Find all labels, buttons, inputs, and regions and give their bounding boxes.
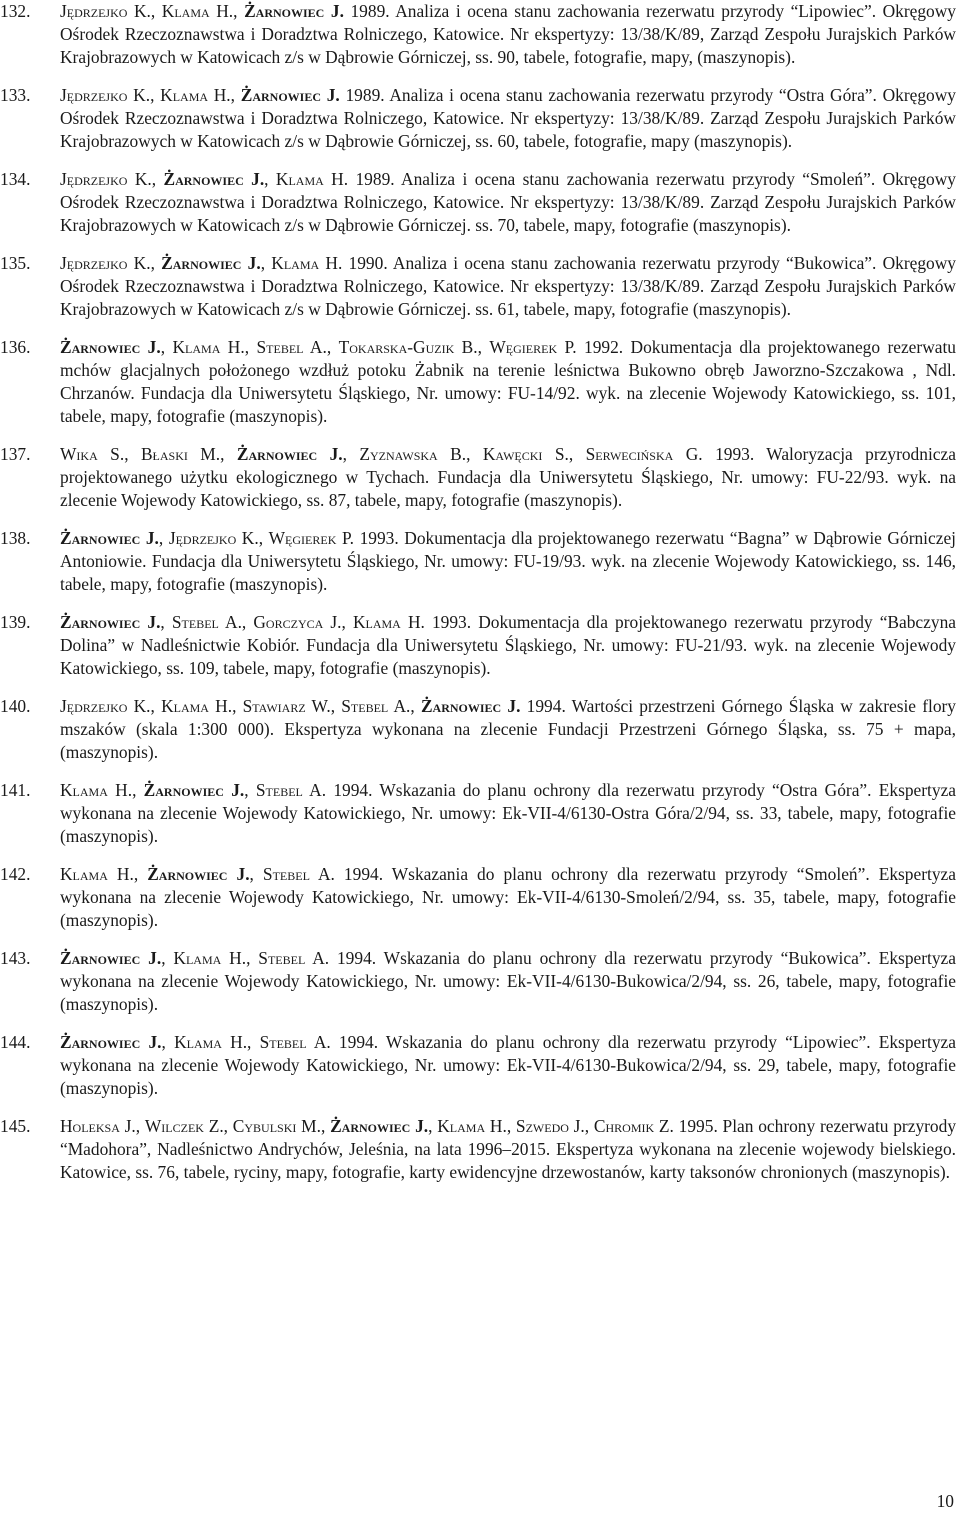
entry-author: Zyznawska B. (359, 444, 467, 464)
entry-author: Stebel A. (256, 337, 327, 357)
bibliography-entry: 144. Żarnowiec J., Klama H., Stebel A. 1994. Wskazania do planu ochrony dla rezerwatu przyrody “Lipowiec”. Ekspertyza wykonana na zlecenie Wojewody Katowickiego, Nr. umowy: Ek-VII-4/6130-Bukowica/2/94, ss. 29, tabele, mapy, fotografie (maszynopis). (0, 1032, 956, 1098)
entry-number: 145. (0, 1116, 31, 1136)
entry-author: Klama H. (60, 864, 134, 884)
entry-author: Klama H. (161, 1, 234, 21)
entry-number: 142. (0, 864, 31, 884)
bibliography-entry: 138. Żarnowiec J., Jędrzejko K., Węgierek P. 1993. Dokumentacja dla projektowanego rezerwatu “Bagna” w Dąbrowie Górniczej Antoniowie. Fundacja dla Uniwersytetu Śląskiego, Nr. umowy: FU-19/93. wyk. na zlecenie Wojewody Katowickiego, ss. 146, tabele, mapy, fotografie (maszynopis). (0, 528, 956, 594)
entry-author: Stebel A. (255, 780, 327, 800)
entry-number: 139. (0, 612, 31, 632)
entry-number: 135. (0, 253, 31, 273)
entry-author: Błaski M. (140, 444, 221, 464)
entry-author: Jędrzejko K. (60, 85, 151, 105)
entry-author: Stebel A. (259, 1032, 331, 1052)
bibliography-entry: 140. Jędrzejko K., Klama H., Stawiarz W., Stebel A., Żarnowiec J. 1994. Wartości przestrzeni Górnego Śląska w zakresie flory mszaków (skala 1:300 000). Ekspertyza wykonana na zlecenie Fundacji Przestrzeni Górnego Śląska, ss. 75 + mapa, (maszynopis). (0, 696, 957, 762)
entry-author: Klama H. (172, 337, 245, 357)
entry-author: Żarnowiec J. (60, 337, 161, 357)
entry-text: 1993. Waloryzacja przyrodnicza projektowanego użytku ekologicznego w Tychach. Fundacja dla Uniwersytetu Śląskiego, Nr. umowy: FU-22/93. wyk. na zlecenie Wojewody Katowickiego, ss. 87, tabele, mapy, fotografie (maszynopis). (60, 444, 956, 510)
entry-author: Jędrzejko K. (60, 696, 151, 716)
entry-number: 133. (0, 85, 31, 105)
entry-text: 1993. Dokumentacja dla projektowanego rezerwatu przyrody “Babczyna Dolina” w Nadleśnictwie Kobiór. Fundacja dla Uniwersytetu Śląskiego, Nr. umowy: FU-21/93. wyk. na zlecenie Wojewody Katowickiego, ss. 109, tabele, mapy, fotografie (maszynopis). (60, 612, 956, 678)
entry-author: Serwecińska G. (585, 444, 703, 464)
bibliography-entry: 145. Holeksa J., Wilczek Z., Cybulski M., Żarnowiec J., Klama H., Szwedo J., Chromik Z. 1995. Plan ochrony rezerwatu przyrody “Madohora”, Nadleśnictwo Andrychów, Jeleśnia, na lata 1996–2015. Ekspertyza wykonana na zlecenie wojewody bielskiego. Katowice, ss. 76, tabele, ryciny, mapy, fotografie, karty ewidencyjne drzewostanów, karty taksonów chronionych (maszynopis). (0, 1116, 957, 1182)
entry-author: Klama H. (160, 85, 231, 105)
entry-author: Żarnowiec J. (60, 948, 162, 968)
entry-text: 1994. Wskazania do planu ochrony dla rezerwatu przyrody “Bukowica”. Ekspertyza wykonana na zlecenie Wojewody Katowickiego, Nr. umowy: Ek-VII-4/6130-Bukowica/2/94, ss. 26, tabele, mapy, fotografie (maszynopis). (60, 948, 956, 1014)
entry-number: 140. (0, 696, 31, 716)
entry-author: Żarnowiec J. (244, 1, 344, 21)
entry-author: Żarnowiec J. (330, 1116, 429, 1136)
bibliography-entry: 135. Jędrzejko K., Żarnowiec J., Klama H. 1990. Analiza i ocena stanu zachowania rezerwatu przyrody “Bukowica”. Okręgowy Ośrodek Rzeczoznawstwa i Doradztwa Rolniczego, Katowice. Nr ekspertyzy: 13/38/K/89. Zarząd Zespołu Jurajskich Parków Krajobrazowych w Katowicach z/s w Dąbrowie Górniczej. ss. 61, tabele, mapy, fotografie (maszynopis). (0, 253, 956, 319)
entry-number: 137. (0, 444, 31, 464)
bibliography-entry: 134. Jędrzejko K., Żarnowiec J., Klama H. 1989. Analiza i ocena stanu zachowania rezerwatu przyrody “Smoleń”. Okręgowy Ośrodek Rzeczoznawstwa i Doradztwa Rolniczego, Katowice. Nr ekspertyzy: 13/38/K/89. Zarząd Zespołu Jurajskich Parków Krajobrazowych w Katowicach z/s w Dąbrowie Górniczej. ss. 70, tabele, mapy, fotografie (maszynopis). (0, 169, 956, 235)
entry-text: 1994. Wartości przestrzeni Górnego Śląska w zakresie flory mszaków (skala 1:300 000). Ekspertyza wykonana na zlecenie Fundacji Przestrzeni Górnego Śląska, ss. 75 + mapa, (maszynopis). (60, 696, 957, 762)
entry-number: 138. (0, 528, 31, 548)
entry-author: Jędrzejko K. (60, 253, 151, 273)
bibliography-entry: 141. Klama H., Żarnowiec J., Stebel A. 1994. Wskazania do planu ochrony dla rezerwatu przyrody “Ostra Góra”. Ekspertyza wykonana na zlecenie Wojewody Katowickiego, Nr. umowy: Ek-VII-4/6130-Ostra Góra/2/94, ss. 33, tabele, mapy, fotografie (maszynopis). (0, 780, 957, 846)
entry-author: Węgierek P. (268, 528, 355, 548)
entry-author: Gorczyca J. (253, 612, 342, 632)
entry-author: Szwedo J. (515, 1116, 585, 1136)
entry-author: Stebel A. (341, 696, 411, 716)
entry-author: Klama H. (173, 948, 247, 968)
entry-text: 1993. Dokumentacja dla projektowanego rezerwatu “Bagna” w Dąbrowie Górniczej Antoniowie. Fundacja dla Uniwersytetu Śląskiego, Nr. umowy: FU-19/93. wyk. na zlecenie Wojewody Katowickiego, ss. 146, tabele, mapy, fotografie (maszynopis). (60, 528, 956, 594)
entry-text: 1992. Dokumentacja dla projektowanego rezerwatu mchów glacjalnych położonego wzdłuż potoku Żabnik na terenie leśnictwa Bukowno obręb Jaworzno-Szczakowa , Ndl. Chrzanów. Fundacja dla Uniwersytetu Śląskiego, Nr. umowy: FU-14/92. wyk. na zlecenie Wojewody Katowickiego, ss. 101, tabele, mapy, fotografie (maszynopis). (60, 337, 956, 426)
entry-author: Żarnowiec J. (236, 444, 343, 464)
entry-author: Jędrzejko K. (168, 528, 259, 548)
entry-author: Jędrzejko K. (60, 1, 151, 21)
entry-number: 134. (0, 169, 31, 189)
entry-author: Klama H. (271, 253, 343, 273)
entry-author: Tokarska-Guzik B. (338, 337, 478, 357)
entry-author: Wilczek Z. (144, 1116, 224, 1136)
entry-text: 1994. Wskazania do planu ochrony dla rezerwatu przyrody “Ostra Góra”. Ekspertyza wykonana na zlecenie Wojewody Katowickiego, Nr. umowy: Ek-VII-4/6130-Ostra Góra/2/94, ss. 33, tabele, mapy, fotografie (maszynopis). (60, 780, 957, 846)
entry-author: Chromik Z. (593, 1116, 674, 1136)
entry-number: 136. (0, 337, 31, 357)
entry-text: 1990. Analiza i ocena stanu zachowania rezerwatu przyrody “Bukowica”. Okręgowy Ośrodek Rzeczoznawstwa i Doradztwa Rolniczego, Katowice. Nr ekspertyzy: 13/38/K/89. Zarząd Zespołu Jurajskich Parków Krajobrazowych w Katowicach z/s w Dąbrowie Górniczej. ss. 61, tabele, mapy, fotografie (maszynopis). (60, 253, 956, 319)
entry-author: Żarnowiec J. (60, 528, 159, 548)
entry-author: Żarnowiec J. (60, 1032, 162, 1052)
entry-author: Żarnowiec J. (143, 780, 245, 800)
entry-author: Żarnowiec J. (163, 169, 265, 189)
entry-author: Klama H. (161, 696, 233, 716)
entry-text: 1994. Wskazania do planu ochrony dla rezerwatu przyrody “Smoleń”. Ekspertyza wykonana na zlecenie Wojewody Katowickiego, Nr. umowy: Ek-VII-4/6130-Smoleń/2/94, ss. 35, tabele, mapy, fotografie (maszynopis). (60, 864, 956, 930)
entry-author: Żarnowiec J. (161, 253, 261, 273)
entry-number: 143. (0, 948, 31, 968)
entry-author: Stebel A. (258, 948, 330, 968)
page-number: 10 (936, 1491, 954, 1511)
entry-author: Klama H. (275, 169, 349, 189)
entry-author: Żarnowiec J. (60, 612, 161, 632)
entry-author: Stebel A. (171, 612, 242, 632)
entry-author: Cybulski M. (232, 1116, 321, 1136)
entry-author: Żarnowiec J. (420, 696, 521, 716)
entry-text: 1989. Analiza i ocena stanu zachowania rezerwatu przyrody “Smoleń”. Okręgowy Ośrodek Rzeczoznawstwa i Doradztwa Rolniczego, Katowice. Nr ekspertyzy: 13/38/K/89. Zarząd Zespołu Jurajskich Parków Krajobrazowych w Katowicach z/s w Dąbrowie Górniczej. ss. 70, tabele, mapy, fotografie (maszynopis). (60, 169, 956, 235)
bibliography-entry: 142. Klama H., Żarnowiec J., Stebel A. 1994. Wskazania do planu ochrony dla rezerwatu przyrody “Smoleń”. Ekspertyza wykonana na zlecenie Wojewody Katowickiego, Nr. umowy: Ek-VII-4/6130-Smoleń/2/94, ss. 35, tabele, mapy, fotografie (maszynopis). (0, 864, 956, 930)
entry-author: Jędrzejko K. (60, 169, 152, 189)
bibliography-entry: 132. Jędrzejko K., Klama H., Żarnowiec J. 1989. Analiza i ocena stanu zachowania rezerwatu przyrody “Lipowiec”. Okręgowy Ośrodek Rzeczoznawstwa i Doradztwa Rolniczego, Katowice. Nr ekspertyzy: 13/38/K/89, Zarząd Zespołu Jurajskich Parków Krajobrazowych w Katowicach z/s w Dąbrowie Górniczej, ss. 90, tabele, fotografie, mapy, (maszynopis). (0, 1, 956, 67)
entry-author: Wika S. (60, 444, 125, 464)
entry-number: 144. (0, 1032, 31, 1052)
entry-author: Klama H. (174, 1032, 248, 1052)
entry-author: Stebel A. (262, 864, 335, 884)
entry-text: 1989. Analiza i ocena stanu zachowania rezerwatu przyrody “Ostra Góra”. Okręgowy Ośrodek Rzeczoznawstwa i Doradztwa Rolniczego, Katowice. Nr ekspertyzy: 13/38/K/89. Zarząd Zespołu Jurajskich Parków Krajobrazowych w Katowicach z/s w Dąbrowie Górniczej, ss. 60, tabele, fotografie, mapy (maszynopis). (60, 85, 956, 151)
entry-number: 141. (0, 780, 31, 800)
bibliography-entry: 139. Żarnowiec J., Stebel A., Gorczyca J., Klama H. 1993. Dokumentacja dla projektowanego rezerwatu przyrody “Babczyna Dolina” w Nadleśnictwie Kobiór. Fundacja dla Uniwersytetu Śląskiego, Nr. umowy: FU-21/93. wyk. na zlecenie Wojewody Katowickiego, ss. 109, tabele, mapy, fotografie (maszynopis). (0, 612, 956, 678)
entry-author: Żarnowiec J. (240, 85, 340, 105)
bibliography-entry: 137. Wika S., Błaski M., Żarnowiec J., Zyznawska B., Kawęcki S., Serwecińska G. 1993. Waloryzacja przyrodnicza projektowanego użytku ekologicznego w Tychach. Fundacja dla Uniwersytetu Śląskiego, Nr. umowy: FU-22/93. wyk. na zlecenie Wojewody Katowickiego, ss. 87, tabele, mapy, fotografie (maszynopis). (0, 444, 956, 510)
entry-author: Klama H. (352, 612, 425, 632)
entry-author: Holeksa J. (60, 1116, 136, 1136)
entry-number: 132. (0, 1, 31, 21)
entry-author: Węgierek P. (489, 337, 577, 357)
bibliography-entry: 136. Żarnowiec J., Klama H., Stebel A., Tokarska-Guzik B., Węgierek P. 1992. Dokumentacja dla projektowanego rezerwatu mchów glacjalnych położonego wzdłuż potoku Żabnik na terenie leśnictwa Bukowno obręb Jaworzno-Szczakowa , Ndl. Chrzanów. Fundacja dla Uniwersytetu Śląskiego, Nr. umowy: FU-14/92. wyk. na zlecenie Wojewody Katowickiego, ss. 101, tabele, mapy, fotografie (maszynopis). (0, 337, 956, 426)
entry-text: 1995. Plan ochrony rezerwatu przyrody “Madohora”, Nadleśnictwo Andrychów, Jeleśnia, na lata 1996–2015. Ekspertyza wykonana na zlecenie wojewody bielskiego. Katowice, ss. 76, tabele, ryciny, mapy, fotografie, karty ewidencyjne drzewostanów, karty taksonów chronionych (maszynopis). (60, 1116, 957, 1182)
bibliography-entry: 133. Jędrzejko K., Klama H., Żarnowiec J. 1989. Analiza i ocena stanu zachowania rezerwatu przyrody “Ostra Góra”. Okręgowy Ośrodek Rzeczoznawstwa i Doradztwa Rolniczego, Katowice. Nr ekspertyzy: 13/38/K/89. Zarząd Zespołu Jurajskich Parków Krajobrazowych w Katowicach z/s w Dąbrowie Górniczej, ss. 60, tabele, fotografie, mapy (maszynopis). (0, 85, 956, 151)
entry-author: Stawiarz W. (242, 696, 331, 716)
entry-text: 1989. Analiza i ocena stanu zachowania rezerwatu przyrody “Lipowiec”. Okręgowy Ośrodek Rzeczoznawstwa i Doradztwa Rolniczego, Katowice. Nr ekspertyzy: 13/38/K/89, Zarząd Zespołu Jurajskich Parków Krajobrazowych w Katowicach z/s w Dąbrowie Górniczej, ss. 90, tabele, fotografie, mapy, (maszynopis). (60, 1, 956, 67)
entry-author: Klama H. (437, 1116, 507, 1136)
entry-author: Kawęcki S. (482, 444, 569, 464)
bibliography-entry: 143. Żarnowiec J., Klama H., Stebel A. 1994. Wskazania do planu ochrony dla rezerwatu przyrody “Bukowica”. Ekspertyza wykonana na zlecenie Wojewody Katowickiego, Nr. umowy: Ek-VII-4/6130-Bukowica/2/94, ss. 26, tabele, mapy, fotografie (maszynopis). (0, 948, 956, 1014)
entry-text: 1994. Wskazania do planu ochrony dla rezerwatu przyrody “Lipowiec”. Ekspertyza wykonana na zlecenie Wojewody Katowickiego, Nr. umowy: Ek-VII-4/6130-Bukowica/2/94, ss. 29, tabele, mapy, fotografie (maszynopis). (60, 1032, 956, 1098)
entry-author: Żarnowiec J. (147, 864, 250, 884)
entry-author: Klama H. (60, 780, 133, 800)
